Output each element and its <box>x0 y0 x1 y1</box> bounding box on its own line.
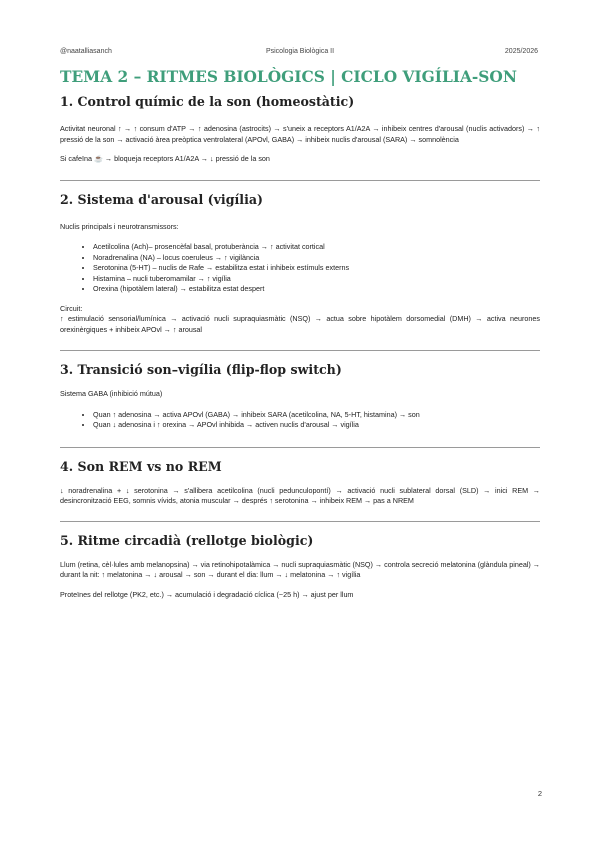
section-5-paragraph: Llum (retina, cèl·lules amb melanopsina) → via retinohipotalàmica → nucli supraquiasmàtic (NSQ) → controla secreció melatonina (glàndula pineal) → durant la nit: ↑ melatonina → ↓ arousal → son → durant el dia: llum → ↓ melatonina → ↑ vigília <box>60 559 540 579</box>
page-number: 2 <box>537 789 542 798</box>
section-heading-3: 3. Transició son–vigília (flip-flop switch) <box>60 362 342 377</box>
header-course: Psicologia Biològica II <box>265 48 335 55</box>
section-heading-2: 2. Sistema d'arousal (vigília) <box>60 191 263 207</box>
circuit-text: ↑ estimulació sensorial/lumínica → activació nucli supraquiasmàtic (NSQ) → actua sobre hipotàlem dorsomedial (DMH) → activa neurones orexinèrgiques + inhibeix APOvl → ↑ arousal <box>60 314 540 334</box>
section-heading-1: 1. Control químic de la son (homeostàtic) <box>60 94 355 109</box>
list-item: • Orexina (hipotàlem lateral) → estabilitza estat despert <box>93 284 540 295</box>
section-3-intro: Sistema GABA (inhibició mútua) <box>60 389 163 398</box>
flip-flop-list <box>60 410 540 431</box>
section-2-intro: Nuclis principals i neurotransmissors: <box>60 221 179 231</box>
section-divider <box>60 521 540 522</box>
section-divider <box>60 447 540 448</box>
list-item: • Acetilcolina (Ach)– prosencèfal basal, protuberància → ↑ activitat cortical <box>93 242 540 253</box>
section-divider <box>60 350 540 351</box>
header-year: 2025/2026 <box>504 48 538 55</box>
list-item: • Noradrenalina (NA) – locus coeruleus → ↑ vigilància <box>93 253 540 264</box>
page-content <box>60 67 540 600</box>
section-1-paragraph: Activitat neuronal ↑ → ↑ consum d'ATP → ↑ adenosina (astrocits) → s'uneix a receptors A1/A2A → inhibeix centres d'arousal (nuclis activadors) → ↑ pressió de la son → activació àrea preòptica ventrolateral (APOvl, GABA) → inhibeix nuclis d'arousal (SARA) → somnolència <box>60 124 540 144</box>
header-author: @naatalliasanch <box>60 48 112 55</box>
list-item: • Quan ↓ adenosina i ↑ orexina → APOvl inhibida → activen nuclis d'arousal → vigília <box>93 420 540 431</box>
section-heading-4: 4. Son REM vs no REM <box>60 458 222 474</box>
list-item: • Quan ↑ adenosina → activa APOvl (GABA) → inhibeix SARA (acetilcolina, NA, 5-HT, histamina) → son <box>93 410 540 421</box>
circuit-label: Circuit: <box>60 303 83 313</box>
section-5-clock-proteins: Proteïnes del rellotge (PK2, etc.) → acumulació i degradació cíclica (~25 h) → ajust per llum <box>60 589 354 599</box>
section-1-caffeine-note: Si cafeïna ☕ → bloqueja receptors A1/A2A → ↓ pressió de la son <box>60 154 270 163</box>
list-item: • Histamina – nucli tuberomamilar → ↑ vigília <box>93 274 540 285</box>
section-heading-5: 5. Ritme circadià (rellotge biològic) <box>60 532 314 548</box>
section-4-paragraph: ↓ noradrenalina + ↓ serotonina → s'allibera acetilcolina (nucli pedunculopontí) → activació nucli sublateral dorsal (SLD) → inici REM → desincronització EEG, somnis vívids, atonia muscular → després ↑ serotonina → inhibeix REM → pas a NREM <box>60 485 540 505</box>
page-title: TEMA 2 – RITMES BIOLÒGICS | CICLO VIGÍLIA-SON <box>60 68 517 86</box>
arousal-nuclei-list <box>60 242 540 295</box>
list-item: • Serotonina (5-HT) – nuclis de Rafe → estabilitza estat i inhibeix estímuls externs <box>93 263 540 274</box>
section-divider <box>60 180 540 181</box>
